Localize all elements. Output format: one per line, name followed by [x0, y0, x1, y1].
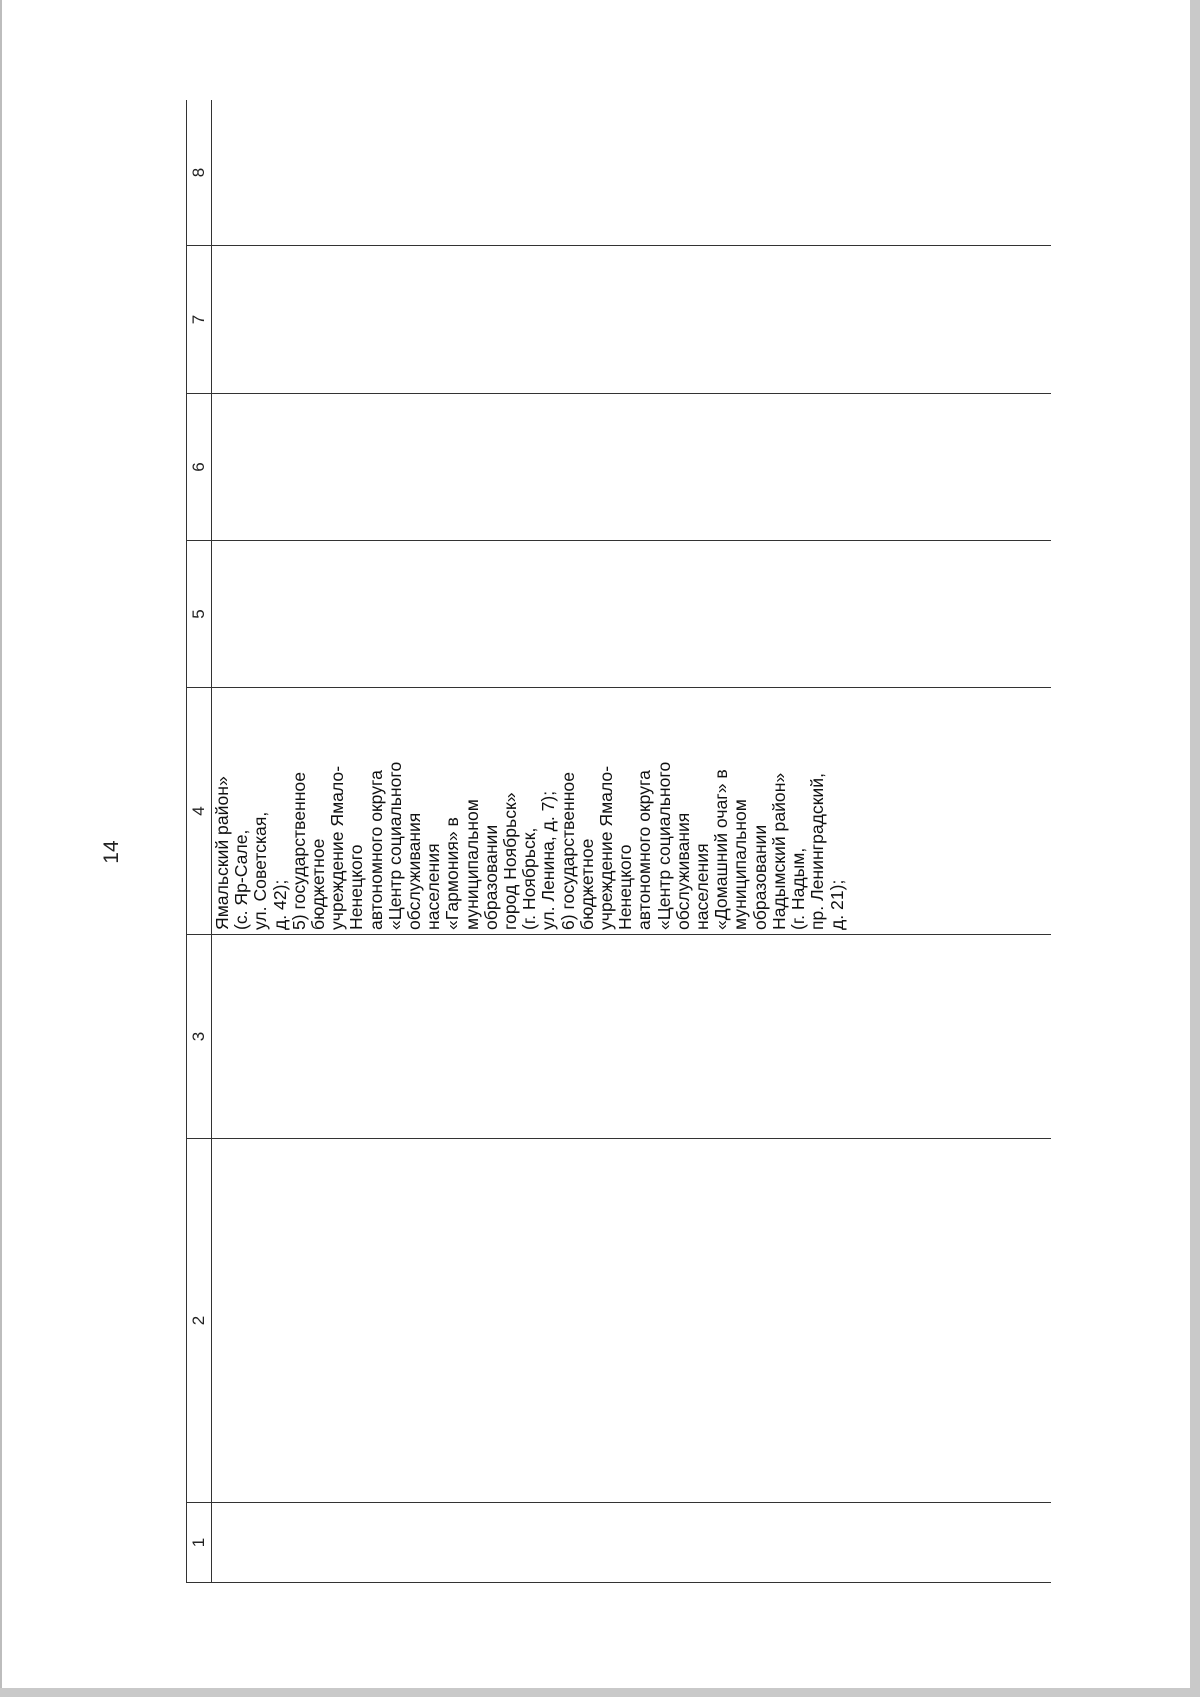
cell-text: [212, 1139, 1051, 1502]
table-cell-2: [212, 1139, 1052, 1503]
column-header-4: 4: [187, 688, 212, 935]
table-cell-1: [212, 1503, 1052, 1583]
cell-text: [212, 935, 1051, 1138]
page-number: 14: [100, 840, 123, 864]
column-header-1: 1: [187, 1503, 212, 1583]
cell-text-institutions: Ямальский район» (с. Яр-Сале, ул. Советская, д. 42); 5) государственное бюджетное учреждение Ямало- Ненецкого автономного округа «Центр социального обслуживания населения «Гармония» в муниципальном образовании город Ноябрьск» (г. Ноябрьск, ул. Ленина, д. 7); 6) государственное бюджетное учреждение Ямало- Ненецкого автономного округа «Центр социального обслуживания населения «Домашний очаг» в муниципальном образовании Надымский район» (г. Надым, пр. Ленинградский, д. 21);: [212, 761, 847, 930]
column-header-7: 7: [187, 246, 212, 394]
data-table: [186, 100, 1051, 1583]
cell-text: [212, 394, 1051, 540]
cell-text: [212, 246, 1051, 393]
page-edge-rule: [0, 0, 2, 1688]
cell-text: [212, 541, 1051, 687]
table-cell-7: [212, 246, 1052, 394]
cell-text: [212, 1503, 1051, 1582]
table-cell-6: [212, 394, 1052, 541]
table-row: [212, 100, 1052, 1583]
table-cell-4: [212, 688, 1052, 935]
table-header-row: [187, 100, 212, 1583]
column-header-2: 2: [187, 1139, 212, 1503]
table-container: [186, 100, 1051, 1583]
column-header-8: 8: [187, 100, 212, 246]
column-header-5: 5: [187, 541, 212, 688]
table-cell-3: [212, 935, 1052, 1139]
column-header-3: 3: [187, 935, 212, 1139]
cell-text: [212, 100, 1051, 245]
table-cell-8: [212, 100, 1052, 246]
table-cell-5: [212, 541, 1052, 688]
column-header-6: 6: [187, 394, 212, 541]
